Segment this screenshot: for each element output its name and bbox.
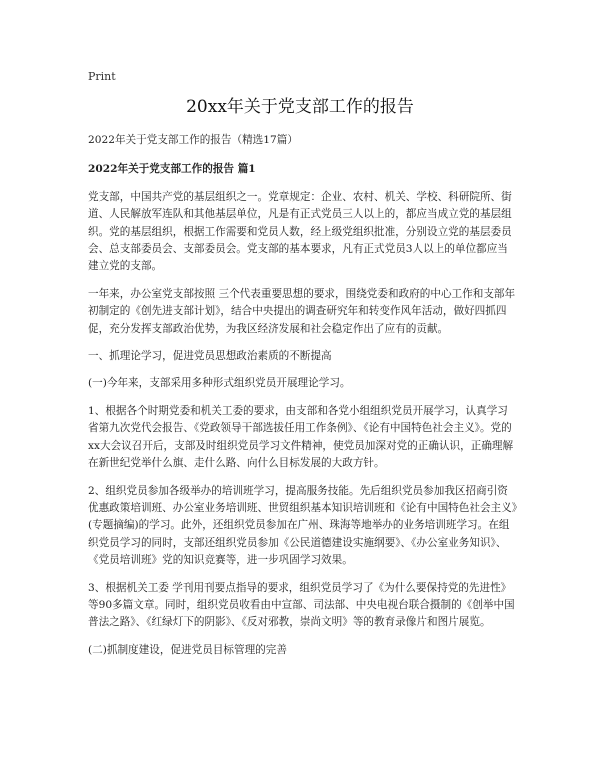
document-body <box>88 132 518 669</box>
paragraph-heading: 一、抓理论学习，促进党员思想政治素质的不断提高 <box>88 350 332 363</box>
paragraph: 一年来，办公室党支部按照 三个代表重要思想的要求，围绕党委和政府的中心工作和支部年初制定的《创先进支部计划》，结合中央提出的调查研究年和转变作风年活动，做好四抓四促，充分发挥支部政治优势，为我区经济发展和社会稳定作出了应有的贡献。 <box>88 287 516 335</box>
print-label[interactable]: Print <box>88 70 116 83</box>
document-title: 20xx年关于党支部工作的报告 <box>186 97 414 117</box>
section-heading: 2022年关于党支部工作的报告 篇1 <box>88 163 256 176</box>
paragraph: 2、组织党员参加各级举办的培训班学习，提高服务技能。先后组织党员参加我区招商引资优惠政策培训班、办公室业务培训班、世贸组织基本知识培训班和《论有中国特色社会主义》(专题摘编)的学习。此外，还组织党员参加在广州、珠海等地举办的业务培训班学习。在组织党员学习的同时，支部还组织党员参加《公民道德建设实施纲要》、《办公室业务知识》、《党员培训班》党的知识竞赛等，进一步巩固学习效果。 <box>88 484 518 567</box>
paragraph-subheading: (一)今年来，支部采用多种形式组织党员开展理论学习。 <box>88 377 351 390</box>
document-subtitle: 2022年关于党支部工作的报告（精选17篇） <box>88 134 298 146</box>
paragraph: 3、根据机关工委 学刊用刊要点指导的要求，组织党员学习了《为什么要保持党的先进性》等90多篇文章。同时，组织党员收看由中宣部、司法部、中央电视台联合摄制的《创举中国普法之路》、《红绿灯下的阴影》、《反对邪教，崇尚文明》等的教育录像片和图片展览。 <box>88 581 515 629</box>
paragraph: 1、根据各个时期党委和机关工委的要求，由支部和各党小组组织党员开展学习，认真学习省第九次党代会报告、《党政领导干部选拔任用工作条例》、《论有中国特色社会主义》。党的xx大会议召开后，支部及时组织党员学习文件精神，使党员加深对党的正确认识，正确理解在新世纪党举什么旗、走什么路、向什么目标发展的大政方针。 <box>88 404 514 470</box>
paragraph: 党支部，中国共产党的基层组织之一。党章规定：企业、农村、机关、学校、科研院所、街道、人民解放军连队和其他基层单位，凡是有正式党员三人以上的，都应当成立党的基层组织。党的基层组织，根据工作需要和党员人数，经上级党组织批准，分别设立党的基层委员会、总支部委员会、支部委员会。党支部的基本要求，凡有正式党员3人以上的单位都应当建立党的支部。 <box>88 190 512 273</box>
paragraph-subheading: (二)抓制度建设，促进党员目标管理的完善 <box>88 643 287 656</box>
